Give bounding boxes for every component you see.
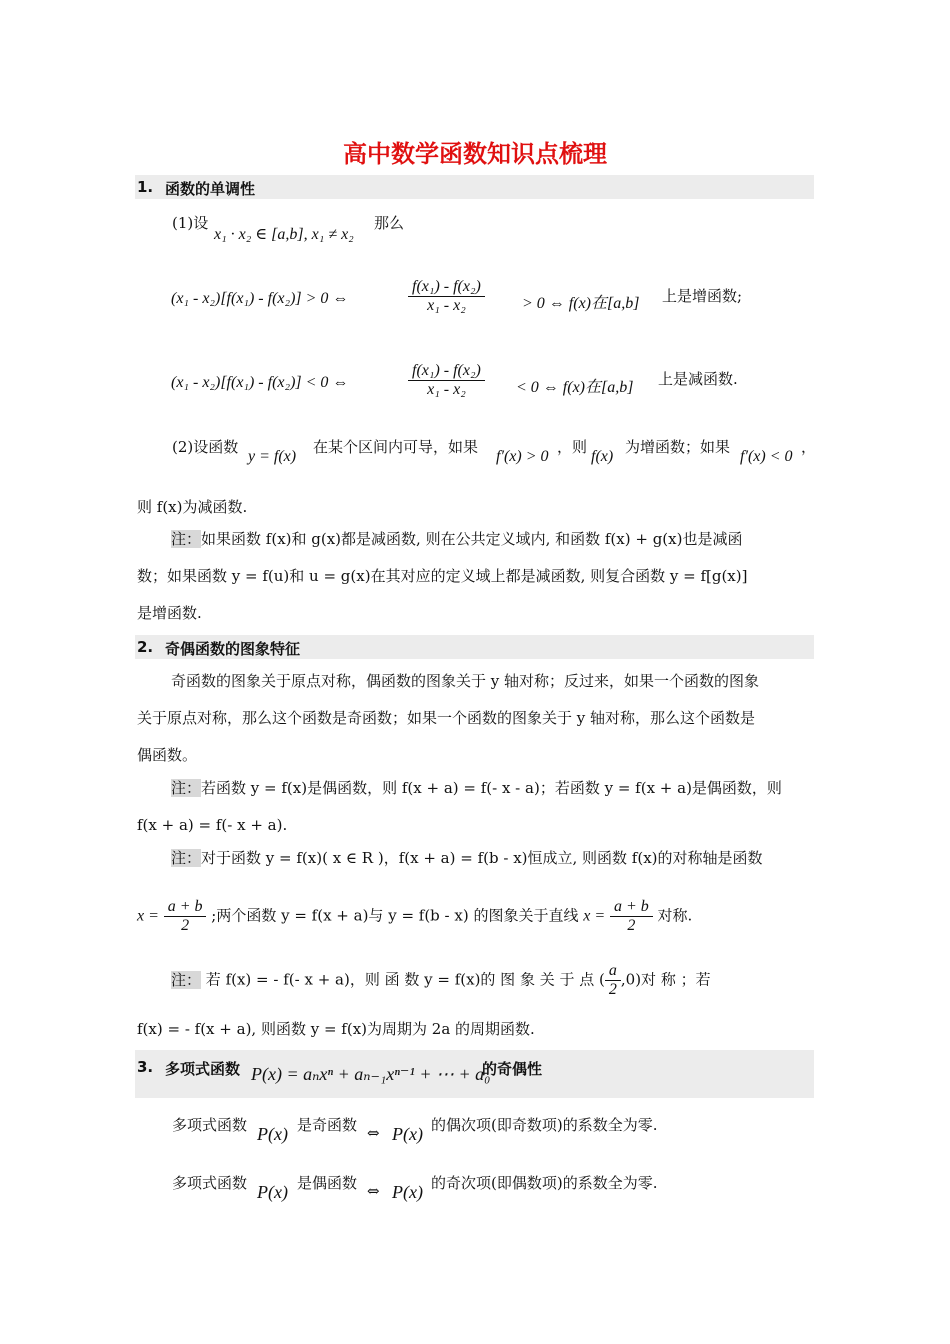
dec-rhs: < 0 ⇔ f(x)在[a,b] [516,379,634,396]
s3-line1-m2: P(x) [392,1124,423,1144]
n3-frac-num: a [605,962,621,981]
s1-p1-label: (1)设 [172,214,209,232]
s1-p2-line2: 则 f(x)为减函数. [137,498,248,516]
n2-x: x = [137,907,159,925]
inc-lhs: (x₁ - x₂)[f(x₁) - f(x₂)] > 0 ⇔ [171,290,349,307]
s2-line1: 奇函数的图象关于原点对称，偶函数的图象关于 y 轴对称；反过来，如果一个函数的图象 [171,672,760,690]
s1-p2-m2: f′(x) > 0 [496,448,549,465]
section-number: 2. [137,638,154,656]
note1-line1: 如果函数 f(x)和 g(x)都是减函数, 则在公共定义域内, 和函数 f(x) + g(x)也是减函 [201,530,743,548]
section-heading-1 [135,175,814,199]
s3-line2-a: 多项式函数 [172,1174,248,1192]
s1-p1-math: x₁ · x₂ ∈ [a,b], x₁ ≠ x₂ [214,226,354,243]
s1-note [137,521,814,632]
n3-frac-den: 2 [608,981,617,998]
s1-p2-a: (2)设函数 [172,438,239,456]
section-title: 奇偶函数的图象特征 [165,640,301,658]
section-heading-3 [135,1050,814,1098]
s3-line2-m: P(x) [257,1182,288,1202]
n2-tail: 对称. [657,906,693,925]
note-label: 注： [171,849,202,867]
note-label: 注： [171,970,202,989]
section-title: 多项式函数 [165,1060,241,1078]
s2-note1-line1: 若函数 y = f(x)是偶函数，则 f(x + a) = f(- x - a)；若函数 y = f(x + a)是偶函数，则 [201,779,782,797]
n2-x2: x = [583,907,606,925]
s2-note3-line1 [171,962,711,999]
s2-note2-line1: 对于函数 y = f(x)( x ∈ R )，f(x + a) = f(b - x)恒成立, 则函数 f(x)的对称轴是函数 [201,849,763,867]
s2-note1 [137,770,814,844]
inc-frac-den: x₁ - x₂ [427,297,466,314]
section-title: 函数的单调性 [165,180,256,198]
n2-mid: ;两个函数 y = f(x + a)与 y = f(b - x) 的图象关于直线 [211,906,579,925]
s2-note1-line2: f(x + a) = f(- x + a). [137,816,288,834]
s2-note2 [137,840,814,877]
note-label: 注： [171,779,202,797]
s2-line2: 关于原点对称，那么这个函数是奇函数；如果一个函数的图象关于 y 轴对称，那么这个函数是 [137,709,756,727]
dec-lhs: (x₁ - x₂)[f(x₁) - f(x₂)] < 0 ⇔ [171,374,349,391]
s1-p2-m4: f′(x) < 0 [740,448,793,465]
s3-line1-m: P(x) [257,1124,288,1144]
inc-rhs: > 0 ⇔ f(x)在[a,b] [522,295,640,312]
inc-tail: 上是增函数; [662,287,743,305]
inc-frac-num: f(x₁) - f(x₂) [408,278,485,297]
s3-line1-b: 是奇函数 [297,1116,358,1134]
s2-line3: 偶函数。 [137,746,198,764]
s3-line1-iff: ⇔ [367,1124,380,1142]
s2-note2-line2 [137,898,692,935]
note1-line2: 数；如果函数 y = f(u)和 u = g(x)在其对应的定义域上都是减函数, 则复合函数 y = f[g(x)] [137,567,748,585]
note-label: 注： [171,530,202,548]
s1-p1-tail: 那么 [374,214,405,232]
section-title-math: P(x) = aₙxⁿ + aₙ₋₁xⁿ⁻¹ + ⋯ + a₀ [251,1064,491,1084]
s3-line2-c: 的奇次项(即偶数项)的系数全为零. [431,1174,658,1192]
s1-p2-d: 为增函数；如果 [625,438,731,456]
s2-note3-line2: f(x) = - f(x + a), 则函数 y = f(x)为周期为 2a 的周期函数. [137,1020,535,1038]
s1-p2-e: ， [801,438,817,456]
section-heading-2 [135,635,814,659]
section-number: 3. [137,1058,154,1076]
s2-body [137,663,814,774]
dec-frac-den: x₁ - x₂ [427,381,466,398]
s3-line1-c: 的偶次项(即奇数项)的系数全为零. [431,1116,658,1134]
s3-line2-m2: P(x) [392,1182,423,1202]
section-number: 1. [137,178,154,196]
note1-line3: 是增函数. [137,604,202,622]
section-title-tail: 的奇偶性 [482,1060,543,1078]
n3-a: 若 f(x) = - f(- x + a)，则 函 数 y = f(x)的 图 象 关 于 点 ( [205,970,605,989]
dec-fraction [408,362,485,399]
n2-frac2-den: 2 [627,917,636,934]
n2-frac2-num: a + b [610,898,653,917]
n2-frac-den: 2 [181,917,190,934]
s1-p2-c: ，则 [557,438,588,456]
dec-tail: 上是减函数. [658,370,738,388]
s3-line2-iff: ⇔ [367,1182,380,1200]
s3-line1-a: 多项式函数 [172,1116,248,1134]
inc-fraction [408,278,485,315]
n2-frac-num: a + b [164,898,207,917]
s1-p2-b: 在某个区间内可导，如果 [313,438,479,456]
dec-frac-num: f(x₁) - f(x₂) [408,362,485,381]
s3-line2-b: 是偶函数 [297,1174,358,1192]
s1-p2-m3: f(x) [591,448,614,465]
page-title: 高中数学函数知识点梳理 [343,140,607,168]
s1-p2-m1: y = f(x) [248,448,297,465]
n3-b: ,0)对 称 ；若 [620,970,711,989]
